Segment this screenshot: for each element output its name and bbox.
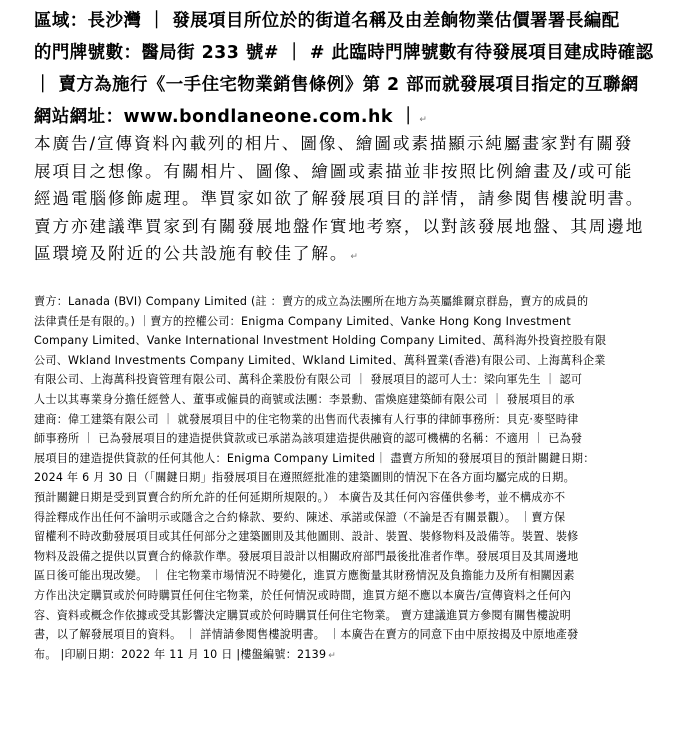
intro-line: 賣方亦建議準買家到有關發展地盤作實地考察，以對該發展地盤、其周邊地 bbox=[34, 216, 645, 236]
fine-line: 物料及設備之提供以買賣合約條款作準。發展項目設計以相關政府部門最後批准者作準。發展項目及其周邊地 bbox=[34, 549, 579, 563]
fine-line: 容、資料或概念作依據或受其影響決定購買或於何時購買任何住宅物業。 賣方建議進買方參閱有關售樓說明 bbox=[34, 608, 571, 622]
fine-line: 賣方：Lanada (BVI) Company Limited (註 ：賣方的成立為法團所在地方為英屬維爾京群島，賣方的成員的 bbox=[34, 295, 589, 308]
intro-line: 區環境及附近的公共設施有較佳了解。 ↵ bbox=[34, 244, 358, 263]
heading-block bbox=[34, 5, 674, 136]
paragraph-mark-icon: ↵ bbox=[350, 252, 358, 262]
intro-line: 經過電腦修飾處理。準買家如欲了解發展項目的詳情，請參閱售樓說明書。 bbox=[34, 189, 645, 208]
disclaimer-paragraph bbox=[34, 130, 674, 272]
paragraph-mark-icon: ↵ bbox=[328, 650, 336, 661]
fine-line: 預計關鍵日期是受到買賣合約所允許的任何延期所規限的。） 本廣告及其任何內容僅供參考，並不構成亦不 bbox=[34, 490, 566, 504]
fine-line: 人士以其專業身分擔任經營人、董事或僱員的商號或法團：李景勳、雷煥庭建築師有限公司 ｜ 發展項目的承 bbox=[34, 392, 575, 406]
heading-line: 區域：長沙灣 ｜ 發展項目所位於的街道名稱及由差餉物業估價署署長編配 bbox=[34, 11, 620, 31]
heading-line: 的門牌號數：醫局街 233 號# ｜ # 此臨時門牌號數有待發展項目建成時確認 bbox=[34, 43, 654, 63]
fine-line: 公司、Wkland Investments Company Limited、Wkland Limited、萬科置業(香港)有限公司、上海萬科企業 bbox=[34, 353, 606, 367]
fine-line: 法律責任是有限的。) ｜賣方的控權公司：Enigma Company Limited、Vanke Hong Kong Investment bbox=[34, 314, 571, 328]
fine-line: 留權利不時改動發展項目或其任何部分之建築圖則及其他圖則、設計、裝置、裝修物料及設備等。裝置、裝修 bbox=[34, 530, 579, 544]
fine-print-block bbox=[34, 292, 664, 666]
heading-line: 網站網址：www.bondlaneone.com.hk ｜ ↵ bbox=[34, 107, 427, 127]
intro-line: 本廣告/宣傳資料內載列的相片、圖像、繪圖或素描顯示純屬畫家對有關發 bbox=[34, 134, 634, 153]
fine-line: 建商：偉工建築有限公司 ｜ 就發展項目中的住宅物業的出售而代表擁有人行事的律師事務所：貝克·麥堅時律 bbox=[34, 412, 579, 426]
fine-line: Company Limited、Vanke International Investment Holding Company Limited、萬科海外投資控股有限 bbox=[34, 334, 607, 348]
fine-line: 師事務所 ｜ 已為發展項目的建造提供貸款或已承諾為該項建造提供融資的認可機構的名稱：不適用 ｜ 已為發 bbox=[34, 432, 583, 446]
intro-line: 展項目之想像。有關相片、圖像、繪圖或素描並非按照比例繪畫及/或可能 bbox=[34, 161, 634, 181]
fine-line: 方作出決定購買或於何時購買任何住宅物業，於任何情況或時間，進買方絕不應以本廣告/宣傳資料之任何內 bbox=[34, 588, 572, 602]
fine-line: 有限公司、上海萬科投資管理有限公司、萬科企業股份有限公司 ｜ 發展項目的認可人士：梁向軍先生 ｜ 認可 bbox=[34, 373, 583, 387]
fine-line: 布。 |印刷日期：2022 年 11 月 10 日 |樓盤編號：2139 ↵ bbox=[34, 647, 336, 661]
heading-line: ｜ 賣方為施行《一手住宅物業銷售條例》第 2 部而就發展項目指定的互聯網 bbox=[34, 75, 639, 95]
fine-line: 書，以了解發展項目的資料。 ｜ 詳情請參閱售樓說明書。 ｜本廣告在賣方的同意下由中原按揭及中原地產發 bbox=[34, 628, 579, 642]
fine-line: 得詮釋成作出任何不論明示或隱含之合約條款、要約、陳述、承諾或保證（不論是否有關景觀）。 ｜賣方保 bbox=[34, 510, 566, 524]
fine-line: 2024 年 6 月 30 日（「關鍵日期」指發展項目在遵照經批准的建築圖則的情況下在各方面均屬完成的日期。 bbox=[34, 471, 575, 485]
fine-line: 區日後可能出現改變。 ｜ 住宅物業市場情況不時變化，進買方應衡量其財務情況及負擔能力及所有相關因素 bbox=[34, 569, 575, 583]
paragraph-mark-icon: ↵ bbox=[419, 115, 427, 125]
fine-line: 展項目的建造提供貸款的任何其他人：Enigma Company Limited｜ 盡賣方所知的發展項目的預計關鍵日期： bbox=[34, 451, 595, 465]
